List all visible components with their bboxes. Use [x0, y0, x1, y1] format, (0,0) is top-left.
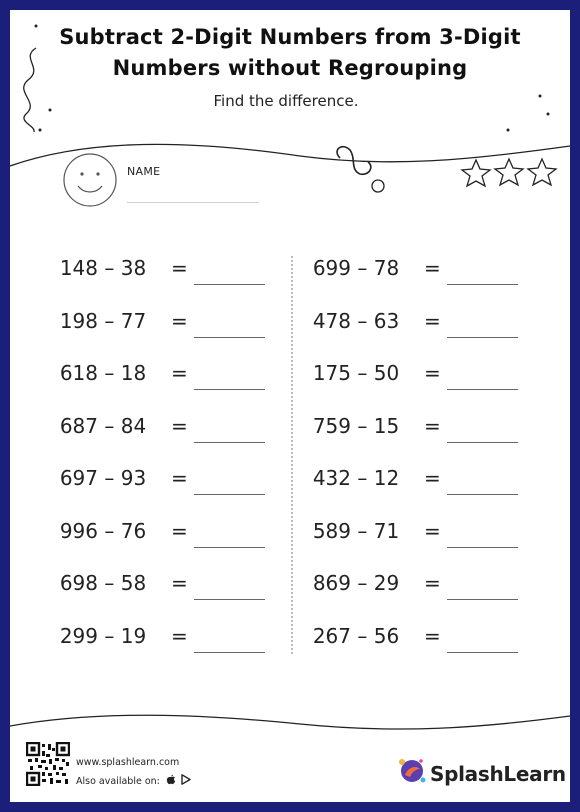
- problem-expression: 699 – 78: [312, 256, 400, 280]
- answer-blank[interactable]: [194, 547, 265, 548]
- header-wave: [10, 144, 570, 166]
- problem-expression: 478 – 63: [312, 308, 400, 333]
- equals-sign: =: [424, 361, 441, 385]
- play-store-icon[interactable]: [181, 774, 191, 785]
- equals-sign: =: [424, 623, 441, 648]
- answer-blank[interactable]: [447, 652, 518, 653]
- problem-expression: 148 – 38: [59, 256, 147, 280]
- answer-blank[interactable]: [447, 284, 518, 285]
- smiley-avatar: [64, 154, 116, 206]
- answer-blank[interactable]: [194, 494, 265, 495]
- answer-blank[interactable]: [194, 442, 265, 443]
- problem-expression: 589 – 71: [312, 518, 400, 543]
- equals-sign: =: [171, 571, 188, 595]
- equals-sign: =: [171, 466, 188, 490]
- equals-sign: =: [171, 308, 188, 333]
- equals-sign: =: [424, 466, 441, 490]
- problem-expression: 198 – 77: [59, 308, 147, 333]
- instruction-text: Find the difference.: [213, 92, 359, 110]
- answer-blank[interactable]: [194, 599, 265, 600]
- footer-wave: [10, 715, 570, 729]
- apple-icon[interactable]: [166, 774, 176, 785]
- sparkle-dot: [39, 129, 42, 132]
- problem-expression: 869 – 29: [312, 571, 400, 595]
- worksheet-page: [10, 10, 570, 802]
- splashlearn-logo-icon: [396, 755, 428, 787]
- hook-decoration: [337, 147, 371, 175]
- name-label: NAME: [127, 165, 161, 178]
- answer-blank[interactable]: [194, 389, 265, 390]
- equals-sign: =: [424, 571, 441, 595]
- available-text: [76, 774, 191, 787]
- equals-sign: =: [171, 256, 188, 280]
- problem-expression: 175 – 50: [312, 361, 400, 385]
- answer-blank[interactable]: [447, 442, 518, 443]
- answer-blank[interactable]: [194, 337, 265, 338]
- equals-sign: =: [171, 413, 188, 438]
- problem-expression: 267 – 56: [312, 623, 400, 648]
- problem-expression: 687 – 84: [59, 413, 147, 438]
- equals-sign: =: [424, 308, 441, 333]
- answer-blank[interactable]: [447, 337, 518, 338]
- problem-expression: 299 – 19: [59, 623, 147, 648]
- problem-expression: 697 – 93: [59, 466, 147, 490]
- problem-expression: 698 – 58: [59, 571, 147, 595]
- answer-blank[interactable]: [447, 599, 518, 600]
- ring-decoration: [372, 180, 384, 192]
- name-field[interactable]: [127, 202, 259, 203]
- equals-sign: =: [171, 361, 188, 385]
- answer-blank[interactable]: [447, 494, 518, 495]
- problem-expression: 996 – 76: [59, 518, 147, 543]
- available-label: Also available on:: [76, 776, 160, 787]
- answer-blank[interactable]: [194, 652, 265, 653]
- problem-expression: 432 – 12: [312, 466, 400, 490]
- stars-decoration: [462, 159, 556, 186]
- equals-sign: =: [171, 518, 188, 543]
- title-line-1: Subtract 2-Digit Numbers from 3-Digit: [59, 25, 521, 49]
- decorations: [10, 10, 570, 802]
- problem-expression: 618 – 18: [59, 361, 147, 385]
- website-link[interactable]: www.splashlearn.com: [76, 757, 180, 768]
- sparkle-dot: [547, 113, 550, 116]
- equals-sign: =: [424, 413, 441, 438]
- equals-sign: =: [171, 623, 188, 648]
- title-line-2: Numbers without Regrouping: [112, 56, 468, 80]
- answer-blank[interactable]: [447, 389, 518, 390]
- answer-blank[interactable]: [447, 547, 518, 548]
- qr-code-icon[interactable]: [26, 742, 70, 786]
- brand-name: SplashLearn: [430, 762, 566, 786]
- page-title: [10, 22, 570, 84]
- sparkle-dot: [507, 129, 510, 132]
- problem-expression: 759 – 15: [312, 413, 400, 438]
- answer-blank[interactable]: [194, 284, 265, 285]
- equals-sign: =: [424, 256, 441, 280]
- column-divider: [291, 256, 293, 654]
- equals-sign: =: [424, 518, 441, 543]
